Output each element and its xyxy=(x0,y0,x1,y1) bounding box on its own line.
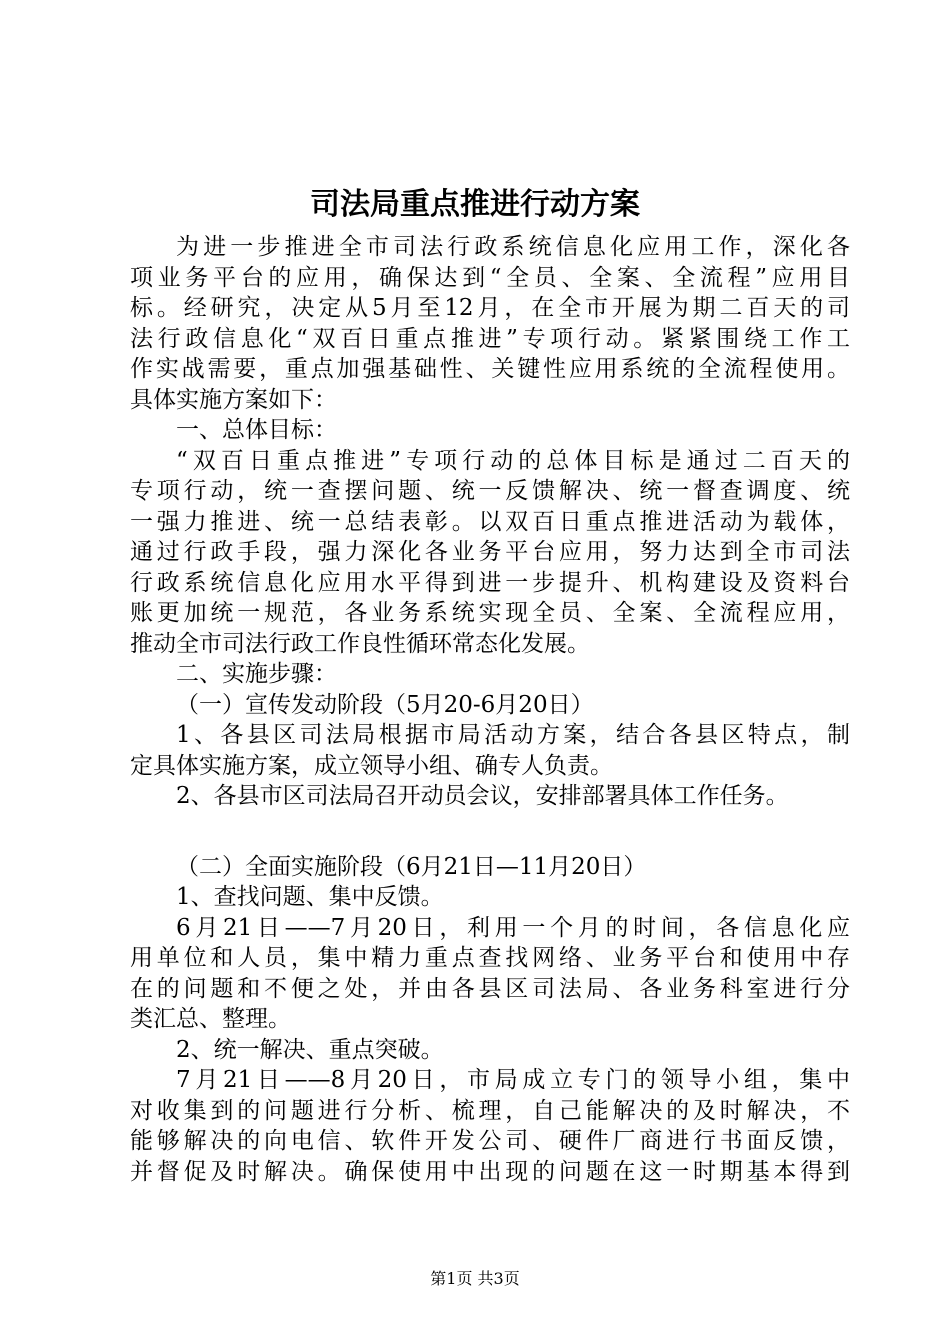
paragraph-line: 专项行动，统一查摆问题、统一反馈解决、统一督查调度、统 xyxy=(130,478,850,504)
blank-line xyxy=(130,812,850,852)
paragraph-line: 为进一步推进全市司法行政系统信息化应用工作，深化各 xyxy=(176,234,850,260)
paragraph-line: 能够解决的向电信、软件开发公司、硬件厂商进行书面反馈， xyxy=(130,1128,850,1154)
subsection-heading: （二）全面实施阶段（6月21日—11月20日） xyxy=(176,853,647,880)
paragraph-line: 6月21日——7月20日，利用一个月的时间，各信息化应 xyxy=(176,914,850,941)
paragraph-line: 法行政信息化“双百日重点推进”专项行动。紧紧围绕工作工 xyxy=(130,325,850,352)
paragraph-line: 7月21日——8月20日，市局成立专门的领导小组，集中 xyxy=(176,1067,850,1093)
paragraph-line: 对收集到的问题进行分析、梳理，自己能解决的及时解决，不 xyxy=(130,1097,850,1124)
paragraph-line: “双百日重点推进”专项行动的总体目标是通过二百天的 xyxy=(176,447,850,474)
paragraph-line: 推动全市司法行政工作良性循环常态化发展。 xyxy=(130,630,590,657)
paragraph-line: 标。经研究，决定从5月至12月，在全市开展为期二百天的司 xyxy=(130,295,850,321)
paragraph-line: 用单位和人员，集中精力重点查找网络、业务平台和使用中存 xyxy=(130,945,850,971)
page-number-footer: 第1页 共3页 xyxy=(430,1269,520,1288)
paragraph-line: 账更加统一规范，各业务系统实现全员、全案、全流程应用， xyxy=(130,600,850,626)
paragraph-line: 行政系统信息化应用水平得到进一步提升、机构建设及资料台 xyxy=(130,569,850,596)
paragraph-line: 2、各县市区司法局召开动员会议，安排部署具体工作任务。 xyxy=(176,783,789,809)
paragraph-line: 通过行政手段，强力深化各业务平台应用，努力达到全市司法 xyxy=(130,539,850,565)
paragraph-line: 并督促及时解决。确保使用中出现的问题在这一时期基本得到 xyxy=(130,1158,850,1185)
document-title: 司法局重点推进行动方案 xyxy=(310,187,640,222)
subsection-heading: （一）宣传发动阶段（5月20-6月20日） xyxy=(176,691,594,718)
section-heading: 二、实施步骤： xyxy=(176,661,337,687)
paragraph-line: 在的问题和不便之处，并由各县区司法局、各业务科室进行分 xyxy=(130,975,850,1002)
paragraph-line: 定具体实施方案，成立领导小组、确专人负责。 xyxy=(130,752,613,779)
item-heading: 1、查找问题、集中反馈。 xyxy=(176,884,444,910)
paragraph-line: 一强力推进、统一总结表彰。以双百日重点推进活动为载体， xyxy=(130,508,850,535)
paragraph-line: 具体实施方案如下： xyxy=(130,386,337,413)
paragraph-line: 作实战需要，重点加强基础性、关键性应用系统的全流程使用。 xyxy=(130,356,850,382)
section-heading: 一、总体目标： xyxy=(176,417,337,443)
document-body xyxy=(130,232,850,1187)
paragraph-line: 类汇总、整理。 xyxy=(130,1006,291,1032)
item-heading: 2、统一解决、重点突破。 xyxy=(176,1036,444,1063)
paragraph-line: 1、各县区司法局根据市局活动方案，结合各县区特点，制 xyxy=(176,722,850,748)
paragraph-line: 项业务平台的应用，确保达到“全员、全案、全流程”应用目 xyxy=(130,264,850,291)
